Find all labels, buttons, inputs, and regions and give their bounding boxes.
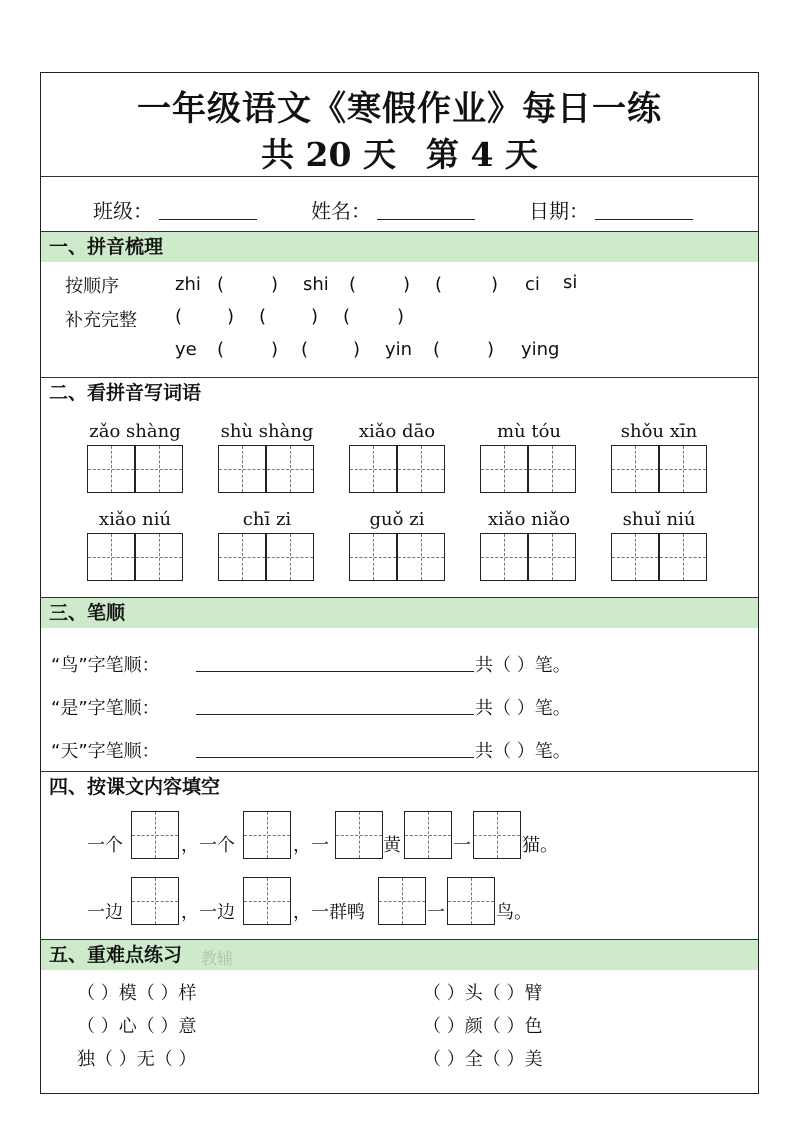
section-fill-blanks: 四、按课文内容填空 (41, 772, 758, 802)
blank-open[interactable]: ( (343, 306, 351, 327)
stroke-answer-line[interactable] (196, 671, 474, 672)
writing-grid[interactable] (218, 533, 266, 581)
sentence-text: 一 (427, 902, 445, 923)
word-pinyin: shù shàng (220, 421, 314, 442)
writing-grid[interactable] (87, 445, 135, 493)
watermark: 教辅 (201, 949, 234, 968)
blank-open[interactable]: ( (433, 339, 441, 360)
pinyin-item: si (563, 272, 578, 293)
writing-grid[interactable] (135, 445, 183, 493)
idiom-blank[interactable]: （ ）心（ ）意 (77, 1016, 197, 1037)
writing-grid[interactable] (480, 533, 528, 581)
stroke-answer-line[interactable] (196, 757, 474, 758)
instruction-label: 按顺序 (65, 276, 119, 297)
word-pinyin: shǒu xīn (620, 421, 698, 442)
blank-open[interactable]: ( (349, 274, 357, 295)
writing-grid[interactable] (611, 445, 659, 493)
sentence-text: 猫。 (522, 835, 558, 856)
word-pinyin: chī zi (242, 509, 292, 530)
class-field[interactable] (93, 195, 257, 224)
answer-grid[interactable] (335, 811, 383, 859)
writing-grid[interactable] (659, 445, 707, 493)
blank-close: ) (311, 306, 319, 327)
word-pinyin: shuǐ niú (622, 509, 696, 530)
writing-grid[interactable] (397, 445, 445, 493)
sentence-text: ，一边 (181, 902, 235, 923)
answer-grid[interactable] (447, 877, 495, 925)
worksheet-subtitle (41, 129, 758, 176)
idiom-blank[interactable]: （ ）头（ ）臂 (423, 983, 543, 1004)
instruction-label: 补充完整 (65, 310, 137, 331)
writing-grid[interactable] (218, 445, 266, 493)
answer-grid[interactable] (473, 811, 521, 859)
idiom-blank[interactable]: （ ）颜（ ）色 (423, 1016, 543, 1037)
writing-grid[interactable] (349, 445, 397, 493)
sentence-text: ，一群鸭 (293, 902, 365, 923)
writing-grid[interactable] (135, 533, 183, 581)
pinyin-item: shi (303, 274, 329, 295)
sentence-text: 鸟。 (496, 902, 532, 923)
blank-open[interactable]: ( (217, 274, 225, 295)
blank-open[interactable]: ( (435, 274, 443, 295)
name-field[interactable] (311, 195, 475, 224)
blank-open[interactable]: ( (217, 339, 225, 360)
word-pinyin: xiǎo dāo (358, 421, 436, 442)
date-label: 日期： (529, 199, 589, 223)
pinyin-item: ye (175, 339, 197, 360)
stroke-answer-line[interactable] (196, 714, 474, 715)
answer-grid[interactable] (378, 877, 426, 925)
answer-grid[interactable] (243, 877, 291, 925)
idiom-blank[interactable]: 独（ ）无（ ） (77, 1049, 197, 1070)
pinyin-item: ci (525, 274, 540, 295)
sentence-text: 一边 (87, 902, 123, 923)
section-key-practice: 五、重难点练习 (41, 940, 758, 970)
pinyin-item: yin (385, 339, 413, 360)
answer-grid[interactable] (404, 811, 452, 859)
writing-grid[interactable] (87, 533, 135, 581)
writing-grid[interactable] (349, 533, 397, 581)
date-field[interactable] (529, 195, 693, 224)
word-pinyin: mù tóu (496, 421, 562, 442)
blank-open[interactable]: ( (175, 306, 183, 327)
class-label: 班级： (93, 199, 153, 223)
word-pinyin: xiǎo niǎo (487, 509, 571, 530)
total-days: 共 20 天 (261, 135, 396, 174)
sentence-text: 一 (453, 835, 471, 856)
answer-grid[interactable] (131, 877, 179, 925)
divider (41, 176, 758, 177)
writing-grid[interactable] (480, 445, 528, 493)
section-pinyin-order: 一、拼音梳理 (41, 232, 758, 262)
blank-close: ) (271, 274, 279, 295)
answer-grid[interactable] (131, 811, 179, 859)
writing-grid[interactable] (266, 533, 314, 581)
stroke-count: 共（ ）笔。 (475, 741, 571, 762)
sentence-text: ，一 (293, 835, 329, 856)
stroke-count: 共（ ）笔。 (475, 655, 571, 676)
stroke-label: “鸟”字笔顺： (51, 655, 160, 676)
blank-open[interactable]: ( (301, 339, 309, 360)
stroke-count: 共（ ）笔。 (475, 698, 571, 719)
blank-close: ) (271, 339, 279, 360)
writing-grid[interactable] (397, 533, 445, 581)
current-day: 第 4 天 (425, 135, 538, 174)
word-pinyin: xiǎo niú (98, 509, 172, 530)
idiom-blank[interactable]: （ ）模（ ）样 (77, 983, 197, 1004)
sentence-text: 一个 (87, 835, 123, 856)
sentence-text: ，一个 (181, 835, 235, 856)
worksheet (40, 72, 759, 1094)
writing-grid[interactable] (528, 445, 576, 493)
blank-close: ) (353, 339, 361, 360)
blank-close: ) (227, 306, 235, 327)
stroke-label: “天”字笔顺： (51, 741, 160, 762)
name-label: 姓名： (311, 199, 371, 223)
idiom-blank[interactable]: （ ）全（ ）美 (423, 1049, 543, 1070)
blank-close: ) (491, 274, 499, 295)
worksheet-title: 一年级语文《寒假作业》每日一练 (137, 89, 662, 129)
blank-close: ) (487, 339, 495, 360)
pinyin-item: zhi (175, 274, 201, 295)
writing-grid[interactable] (266, 445, 314, 493)
blank-close: ) (397, 306, 405, 327)
writing-grid[interactable] (659, 533, 707, 581)
blank-open[interactable]: ( (259, 306, 267, 327)
writing-grid[interactable] (528, 533, 576, 581)
answer-grid[interactable] (243, 811, 291, 859)
writing-grid[interactable] (611, 533, 659, 581)
word-pinyin: zǎo shàng (89, 421, 181, 442)
section-write-words: 二、看拼音写词语 (41, 378, 758, 408)
sentence-text: 黄 (383, 835, 401, 856)
word-pinyin: guǒ zi (369, 509, 425, 530)
stroke-label: “是”字笔顺： (51, 698, 160, 719)
section-stroke-order: 三、笔顺 (41, 598, 758, 628)
pinyin-item: ying (521, 339, 560, 360)
blank-close: ) (403, 274, 411, 295)
